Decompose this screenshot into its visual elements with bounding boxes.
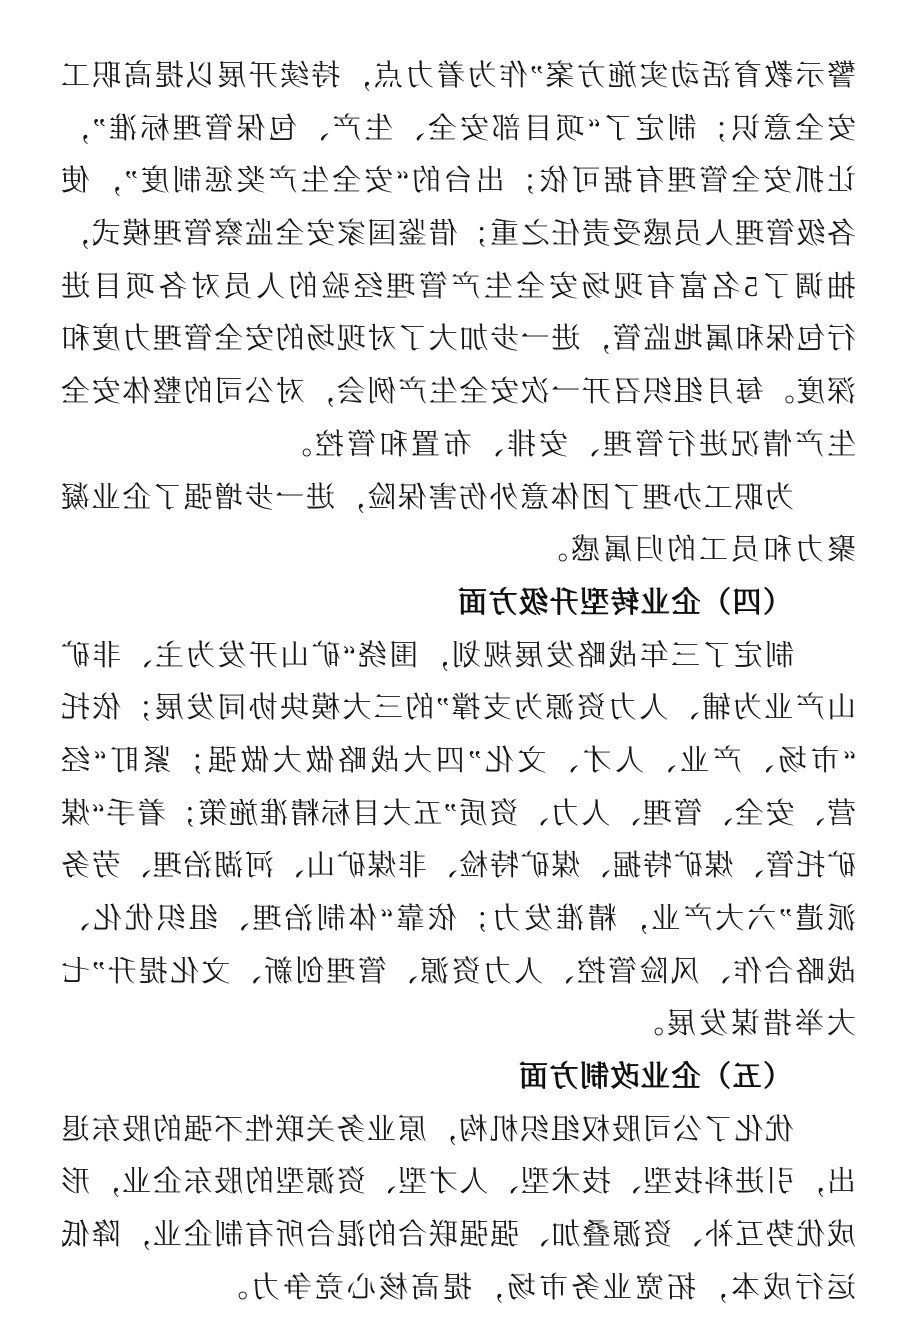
text-line: 抽调了5名富有现场安全生产管理经验的人员对各项目进 [61,270,856,303]
text-line: 为职工办理了团体意外伤害保险，进一步增强了企业凝 [61,481,794,514]
text-line: 派遣”六大产业，精准发力；依靠“体制治理、组织优化、 [61,903,856,935]
text-line: 矿托管、煤矿特掘、煤矿特检、非煤矿山、河湖治理、劳务 [61,850,856,883]
text-line: 制定了三年战略发展规划，围绕“矿山开发为主、非矿 [61,639,794,672]
text-line: 让抓安全管理有据可依；出台的“安全生产奖惩制度”，使 [61,165,856,198]
text-line: 聚力和员工的归属感。 [535,534,856,567]
text-line: 成优势互补、资源叠加、强强联合的混合所有制企业，降低 [61,1219,856,1252]
section-heading: （四）企业转型升级方面 [456,586,792,619]
text-line: 安全意识；制定了“项目部安全、生产、包保管理标准”， [61,112,856,145]
text-line: 深度。每月组织召开一次安全生产例会，对公司的整体安全 [61,376,856,409]
text-line: 各级管理人员感受责任之重；借鉴国家安全监察管理模式， [61,218,856,251]
text-line: 营、安全、管理、人力、资质”五大目标精准施策；着手“煤 [61,797,856,830]
text-line: 行包保和属地监管，进一步加大了对现场的安全管理力度和 [61,323,856,356]
text-line: “市场、产业、人才、文化”四大战略做大做强；紧盯“经 [61,744,856,777]
text-line: 运行成本，拓宽业务市场，提高核心竞争力。 [215,1271,856,1304]
text-line: 出，引进科技型、技术型、人才型、资源型的股东企业，形 [61,1166,856,1199]
text-line: 优化了公司股权组织机构，原业务关联性不强的股东退 [61,1113,794,1146]
text-line: 大举措谋发展。 [631,1008,856,1041]
text-line: 生产情况进行管理、安排、布置和管控。 [279,428,856,461]
text-line: 警示教育活动实施方案”作为着力点，持续开展以提高职工 [61,60,856,92]
document-content [61,50,856,1315]
text-line: 战略合作、风险管控、人力资源、管理创新、文化提升”七 [61,955,856,988]
section-heading: （五）企业改制方面 [517,1061,792,1094]
text-line: 山产业为辅、人力资源为支撑”的三大模块协同发展；依托 [61,692,856,725]
